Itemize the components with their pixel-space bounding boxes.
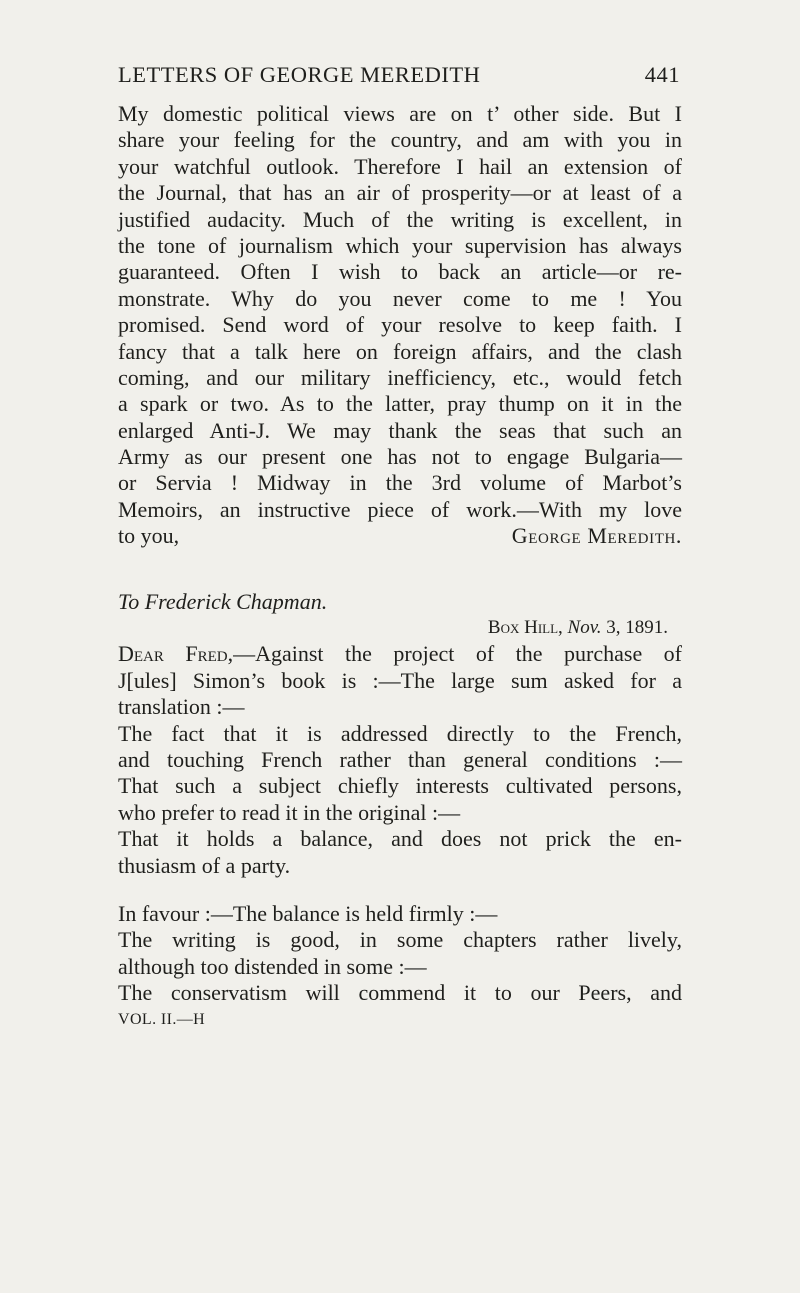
letter-heading: To Frederick Chapman. bbox=[118, 588, 328, 614]
salutation-continuation: —Against the project of the purchase of bbox=[233, 641, 682, 667]
text-line: monstrate. Why do you never come to me ! You bbox=[118, 285, 682, 311]
letter-2 bbox=[118, 589, 682, 1007]
text-line: That it holds a balance, and does not prick the en- bbox=[118, 826, 682, 852]
text-line: That such a subject chiefly interests cultivated persons, bbox=[118, 773, 682, 799]
closing: to you, bbox=[118, 523, 180, 549]
text-line: translation :— bbox=[118, 694, 245, 720]
text-line: Memoirs, an instructive piece of work.—With my love bbox=[118, 496, 682, 522]
dateline bbox=[118, 615, 682, 641]
text-line: your watchful outlook. Therefore I hail an extension of bbox=[118, 153, 682, 179]
signature: George Meredith. bbox=[511, 523, 682, 549]
text-line: justified audacity. Much of the writing is excellent, in bbox=[118, 206, 682, 232]
text-line: The conservatism will commend it to our Peers, and bbox=[118, 980, 682, 1006]
text-line: a spark or two. As to the latter, pray thump on it in the bbox=[118, 391, 682, 417]
running-head-title: LETTERS OF GEORGE MEREDITH bbox=[118, 62, 481, 87]
text-line: My domestic political views are on t’ other side. But I bbox=[118, 101, 682, 126]
text-line: the Journal, that has an air of prosperity—or at least of a bbox=[118, 180, 682, 206]
salutation: Dear Fred, bbox=[118, 641, 234, 667]
text-line: or Servia ! Midway in the 3rd volume of Marbot’s bbox=[118, 470, 682, 496]
text-line: The fact that it is addressed directly to the French, bbox=[118, 720, 682, 746]
text-line: thusiasm of a party. bbox=[118, 852, 291, 878]
page-number: 441 bbox=[644, 62, 680, 87]
letter-separator bbox=[118, 550, 682, 589]
body-text bbox=[118, 101, 682, 1033]
text-line: Army as our present one has not to engage Bulgaria— bbox=[118, 444, 682, 470]
text-line: the tone of journalism which your supervision has always bbox=[118, 232, 682, 258]
text-line: J[ules] Simon’s book is :—The large sum asked for a bbox=[118, 667, 682, 693]
dateline-month: Nov. bbox=[567, 617, 602, 639]
text-line: who prefer to read it in the original :— bbox=[118, 799, 461, 825]
dateline-date: 3, 1891. bbox=[601, 617, 668, 639]
running-head bbox=[118, 62, 680, 96]
text-line: promised. Send word of your resolve to keep faith. I bbox=[118, 312, 682, 338]
text-line: share your feeling for the country, and am with you in bbox=[118, 127, 682, 153]
text-line: enlarged Anti-J. We may thank the seas that such an bbox=[118, 417, 682, 443]
letter-1-body bbox=[118, 101, 682, 550]
text-line: The writing is good, in some chapters rather lively, bbox=[118, 927, 682, 953]
text-line: and touching French rather than general conditions :— bbox=[118, 746, 682, 772]
text-line: fancy that a talk here on foreign affairs, and the clash bbox=[118, 338, 682, 364]
text-line: coming, and our military inefficiency, etc., would fetch bbox=[118, 364, 682, 390]
text-line: guaranteed. Often I wish to back an article—or re- bbox=[118, 259, 682, 285]
dateline-place: Box Hill, bbox=[487, 617, 568, 639]
paragraph-gap bbox=[118, 879, 682, 901]
closing-line bbox=[118, 523, 682, 549]
signature-mark: VOL. II.—H bbox=[118, 1010, 206, 1028]
text-line: although too distended in some :— bbox=[118, 953, 427, 979]
text-line bbox=[118, 641, 682, 667]
text-line: In favour :—The balance is held firmly :— bbox=[118, 900, 498, 926]
